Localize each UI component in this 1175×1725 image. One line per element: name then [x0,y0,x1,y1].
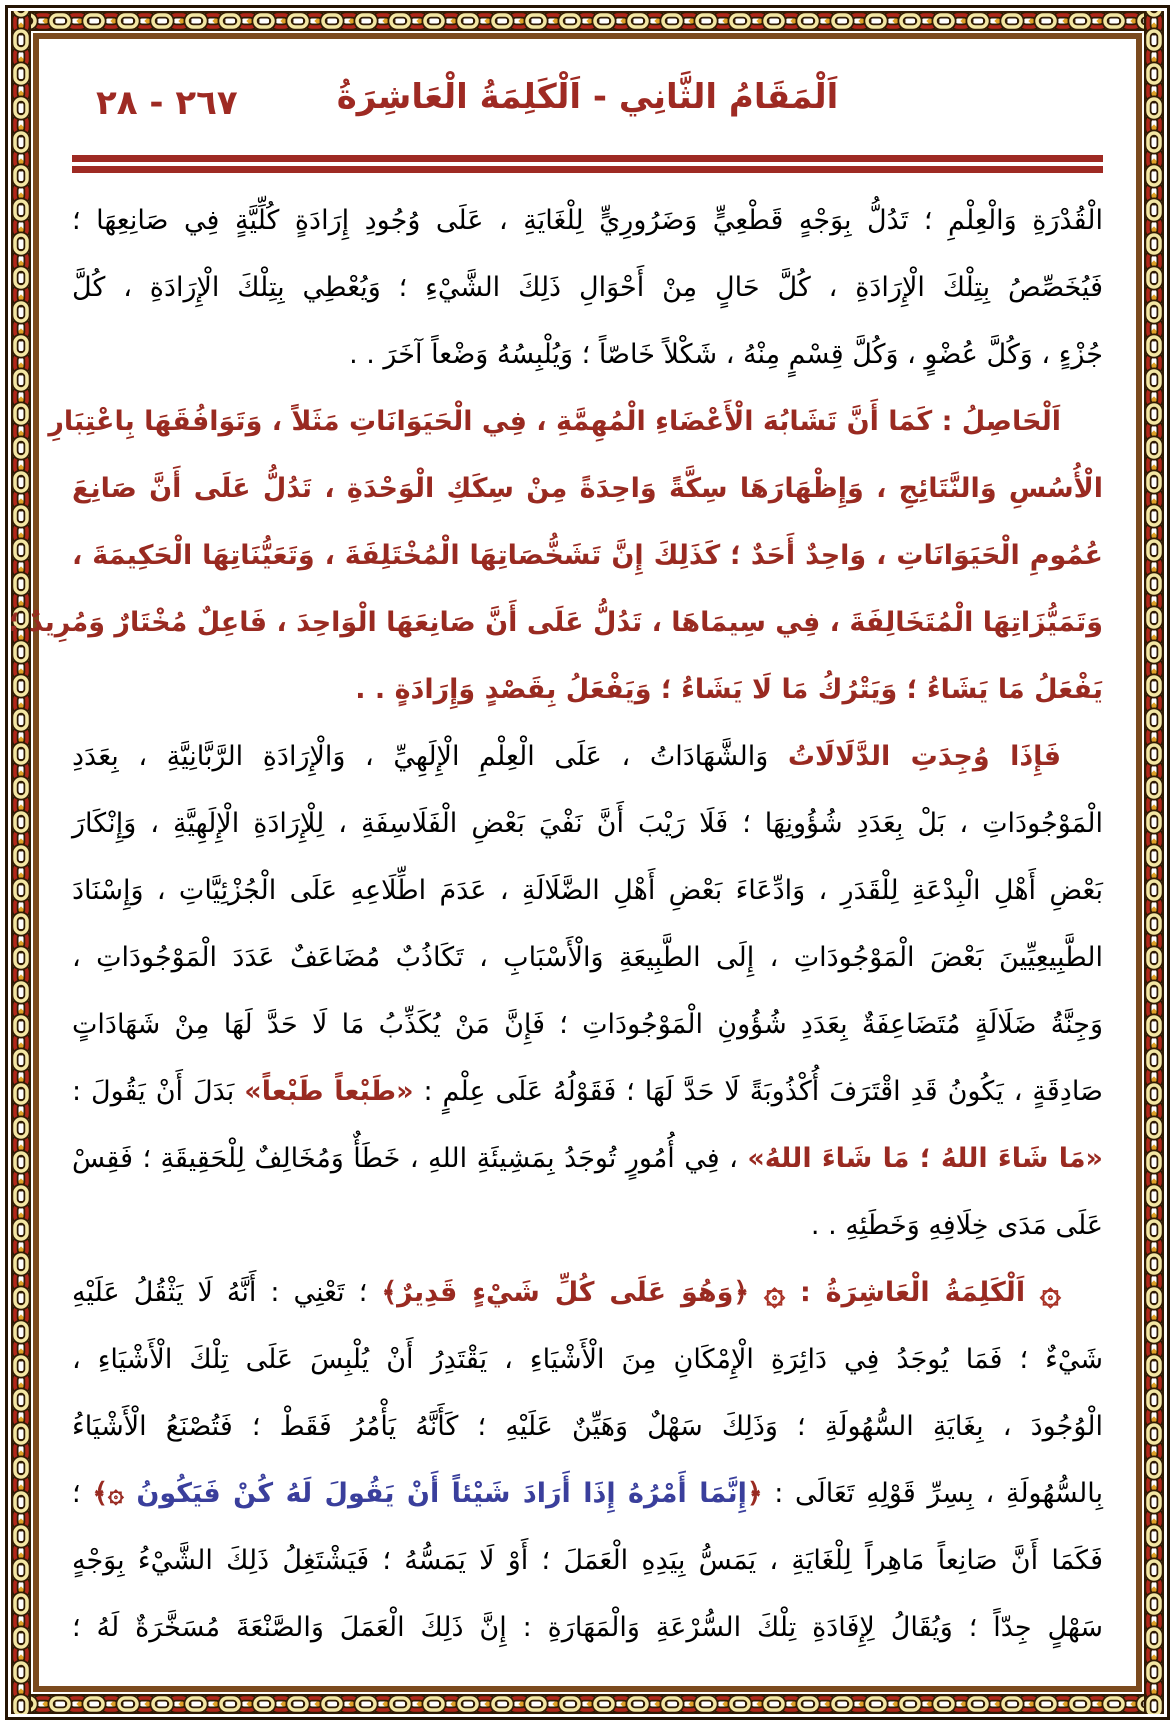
text-line [72,455,1103,522]
ornamental-border-right [1144,11,1164,1714]
page-header [72,73,1103,145]
text-segment: ؛ [72,1478,93,1509]
text-segment: ؛ تَعْنِي : أَنَّهُ لَا يَثْقُلُ عَلَيْهِ [72,1277,382,1308]
text-segment: عُمُومِ الْحَيَوَانَاتِ ، وَاحِدٌ أَحَدٌ ؛ كَذَلِكَ إِنَّ تَشَخُّصَاتِهَا الْمُخْتَلِفَةَ ، وَتَعَيُّنَاتِهَا الْحَكِيمَةَ ، [72,540,1103,571]
text-segment: ۞﴾ [92,1478,137,1509]
page-content [8,39,1136,1686]
body-text [8,187,1103,1661]
text-segment: فَيُخَصِّصُ بِتِلْكَ الْإِرَادَةِ ، كُلَّ حَالٍ مِنْ أَحْوَالِ ذَلِكَ الشَّيْءِ ؛ وَيُعْطِي بِتِلْكَ الْإِرَادَةِ ، كُلَّ [72,272,1103,303]
text-segment: صَادِقَةٍ ، يَكُونُ قَدِ اقْتَرَفَ أُكْذُوبَةً لَا حَدَّ لَهَا ؛ فَقَوْلُهُ عَلَى عِلْمٍ : [413,1076,1103,1107]
text-segment: ﴿ [746,1478,763,1509]
paragraph [8,388,1103,723]
page-number: ٢٦٧ - ٢٨ [96,83,238,123]
floral-ornament-icon: ۞ [1039,1272,1061,1313]
text-segment: بَدَلَ أَنْ يَقُولَ : [72,1076,245,1107]
text-segment: جُزْءٍ ، وَكُلَّ عُضْوٍ ، وَكُلَّ قِسْمٍ مِنْهُ ، شَكْلاً خَاصّاً ؛ وَيُلْبِسُهُ وَضْعاً آخَرَ . . [349,339,1103,370]
text-line [72,656,1103,723]
text-line [72,522,1103,589]
text-segment: فَكَمَا أَنَّ صَانِعاً مَاهِراً لِلْغَايَةِ ، يَمَسُّ بِيَدِهِ الْعَمَلَ ؛ أَوْ لَا يَمَسُّهُ ؛ فَيَشْتَغِلُ ذَلِكَ الشَّيْءُ بِوَجْهٍ [72,1545,1103,1576]
text-line [48,388,1103,455]
text-segment: اَلْحَاصِلُ : كَمَا أَنَّ تَشَابُهَ الْأَعْضَاءِ الْمُهِمَّةِ ، فِي الْحَيَوَانَاتِ مَثَلاً ، وَتَوَافُقَهَا بِاعْتِبَارِ [48,406,1061,437]
text-segment: الْوُجُودَ ، بِغَايَةِ السُّهُولَةِ ؛ وَذَلِكَ سَهْلٌ وَهَيِّنٌ عَلَيْهِ ؛ كَأَنَّهُ يَأْمُرُ فَقَطْ ؛ فَتُصْنَعُ الْأَشْيَاءُ [72,1411,1103,1442]
text-segment: الْأُسُسِ وَالنَّتَائِجِ ، وَإِظْهَارَهَا سِكَّةً وَاحِدَةً مِنْ سِكَكِ الْوَحْدَةِ ، تَدُلُّ عَلَى أَنَّ صَانِعَ [72,473,1103,504]
floral-ornament-icon: ۞ [764,1272,786,1313]
text-line [72,723,1103,790]
text-line [72,991,1103,1058]
text-line [72,1527,1103,1594]
text-segment: «طَبْعاً طَبْعاً» [244,1076,414,1107]
text-line [72,924,1103,991]
text-line [72,1125,1103,1192]
text-segment: الْمَوْجُودَاتِ ، بَلْ بِعَدَدِ شُؤُونِهَا ؛ فَلَا رَيْبَ أَنَّ نَفْيَ بَعْضِ الْفَلَاسِفَةِ ، لِلْإِرَادَةِ الْإِلَهِيَّةِ ، وَإِنْكَارَ [72,808,1103,839]
paragraph [72,1259,1103,1661]
text-line [8,589,1103,656]
text-segment: ، فِي أُمُورٍ تُوجَدُ بِمَشِيئَةِ اللهِ ، خَطَأٌ وَمُخَالِفٌ لِلْحَقِيقَةِ ؛ فَقِسْ [72,1143,748,1174]
text-line [72,1594,1103,1661]
text-line [72,1259,1103,1326]
text-segment: الْقُدْرَةِ وَالْعِلْمِ ؛ تَدُلُّ بِوَجْهٍ قَطْعِيٍّ وَضَرُورِيٍّ لِلْغَايَةِ ، عَلَى وُجُودِ إِرَادَةٍ كُلِّيَّةٍ فِي صَانِعِهَا ؛ [72,205,1103,236]
text-line [72,1326,1103,1393]
text-line [72,1460,1103,1527]
text-line [72,187,1103,254]
ornamental-border-bottom [31,1694,1144,1714]
text-segment: وَجِنَّةُ ضَلَالَةٍ مُتَضَاعِفَةٌ بِعَدَدِ شُؤُونِ الْمَوْجُودَاتِ ؛ فَإِنَّ مَنْ يُكَذِّبُ مَا لَا حَدَّ لَهَا مِنْ شَهَادَاتٍ [72,1009,1103,1040]
ornamental-border-top [31,11,1144,31]
text-line [72,321,1103,388]
text-line [72,857,1103,924]
text-segment: عَلَى مَدَى خِلَافِهِ وَخَطَئِهِ . . [810,1210,1103,1241]
text-line [72,1393,1103,1460]
text-segment: ﴿وَهُوَ عَلَى كُلِّ شَيْءٍ قَدِيرٌ﴾ [381,1277,765,1308]
text-line [72,1058,1103,1125]
text-segment: وَالشَّهَادَاتُ ، عَلَى الْعِلْمِ الْإِلَهِيِّ ، وَالْإِرَادَةِ الرَّبَّانِيَّةِ ، بِعَدَدِ [72,741,788,772]
text-segment: الطَّبِيعِيِّينَ بَعْضَ الْمَوْجُودَاتِ ، إِلَى الطَّبِيعَةِ وَالْأَسْبَابِ ، تَكَاذُبٌ مُضَاعَفٌ عَدَدَ الْمَوْجُودَاتِ ، [72,942,1103,973]
text-line [72,790,1103,857]
ornamental-border-left [11,11,31,1714]
text-segment: سَهْلٍ جِدّاً ؛ وَيُقَالُ لِإِفَادَةِ تِلْكَ السُّرْعَةِ وَالْمَهَارَةِ : إِنَّ ذَلِكَ الْعَمَلَ وَالصَّنْعَةَ مُسَخَّرَةٌ لَهُ ؛ [72,1612,1103,1643]
text-segment: اَلْكَلِمَةُ الْعَاشِرَةُ : [785,1277,1040,1308]
text-line [72,1192,1103,1259]
text-segment: بِالسُّهُولَةِ ، بِسِرِّ قَوْلِهِ تَعَالَى : [762,1478,1103,1509]
text-segment: «مَا شَاءَ اللهُ ؛ مَا شَاءَ اللهُ» [747,1143,1103,1174]
text-segment: شَيْءٌ ؛ فَمَا يُوجَدُ فِي دَائِرَةِ الْإِمْكَانِ مِنَ الْأَشْيَاءِ ، يَقْتَدِرُ أَنْ يُلْبِسَ عَلَى تِلْكَ الْأَشْيَاءِ ، [72,1344,1103,1375]
paragraph [72,187,1103,388]
page-title: اَلْمَقَامُ الثَّانِي - اَلْكَلِمَةُ الْعَاشِرَةُ [336,77,839,117]
header-double-rule [72,155,1103,173]
text-segment: فَإِذَا وُجِدَتِ الدَّلَالَاتُ [787,741,1061,772]
text-segment: بَعْضِ أَهْلِ الْبِدْعَةِ لِلْقَدَرِ ، وَادِّعَاءَ بَعْضِ أَهْلِ الضَّلَالَةِ ، عَدَمَ اطِّلَاعِهِ عَلَى الْجُزْئِيَّاتِ ، وَإِسْنَادَ [72,875,1103,906]
text-segment: إِنَّمَا أَمْرُهُ إِذَا أَرَادَ شَيْئاً أَنْ يَقُولَ لَهُ كُنْ فَيَكُونُ [136,1478,747,1509]
paragraph [72,723,1103,1259]
text-segment: وَتَمَيُّزَاتِهَا الْمُتَخَالِفَةَ ، فِي سِيمَاهَا ، تَدُلُّ عَلَى أَنَّ صَانِعَهَا الْوَاحِدَ ، فَاعِلٌ مُخْتَارٌ وَمُرِيدٌ ؛ [8,607,1103,638]
text-segment: يَفْعَلُ مَا يَشَاءُ ؛ وَيَتْرُكُ مَا لَا يَشَاءُ ؛ وَيَفْعَلُ بِقَصْدٍ وَإِرَادَةٍ . . [355,674,1103,705]
text-line [72,254,1103,321]
